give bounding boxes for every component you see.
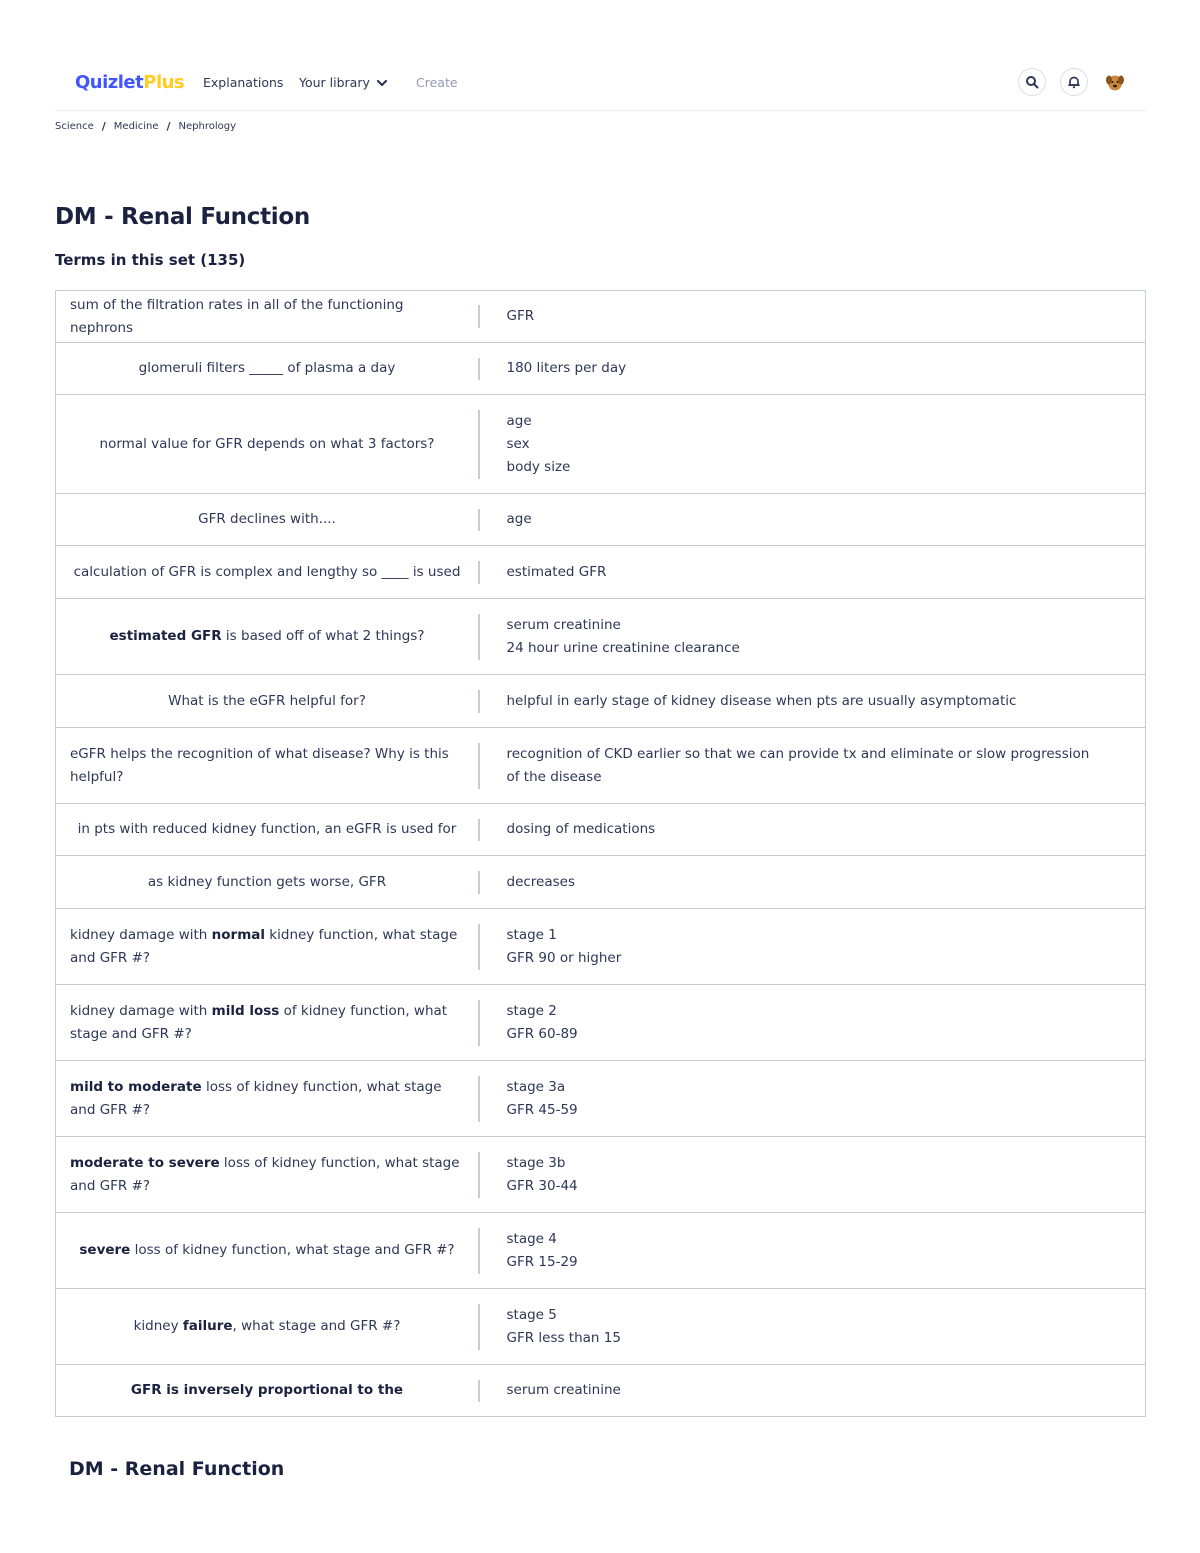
term-text-part: of kidney function, what stage and GFR #? (70, 1002, 448, 1042)
term-text (56, 1152, 478, 1198)
term-text-part: kidney damage with (70, 1002, 212, 1019)
term-card[interactable] (55, 728, 1146, 804)
term-card[interactable] (55, 343, 1146, 395)
term-text-part: kidney (133, 1318, 183, 1334)
term-text (56, 1315, 478, 1338)
term-text-emphasis: moderate to severe (70, 1154, 220, 1171)
term-card[interactable] (55, 856, 1146, 909)
definition-text: GFR (506, 308, 535, 324)
term-text-part: kidney function, what stage and GFR #? (70, 926, 458, 966)
footer-title: DM - Renal Function (69, 1458, 285, 1480)
definition-text: helpful in early stage of kidney disease when pts are usually asymptomatic (506, 692, 1017, 709)
term-text-part: as kidney function gets worse, GFR (147, 873, 387, 890)
term-text (56, 357, 478, 380)
nav-your-library-label: Your library (299, 75, 370, 90)
term-text (56, 743, 478, 789)
term-text (56, 1000, 478, 1046)
quizlet-plus-logo[interactable] (75, 72, 184, 93)
definition-text: 180 liters per day (506, 360, 627, 376)
page-title: DM - Renal Function (55, 204, 310, 230)
term-text-emphasis: severe (79, 1242, 131, 1258)
term-list (55, 290, 1146, 1417)
term-card[interactable] (55, 546, 1146, 599)
term-text-part: is based off of what 2 things? (221, 628, 425, 644)
top-nav-bar (55, 62, 1146, 111)
term-text-part: loss of kidney function, what stage and GFR #? (70, 1078, 442, 1118)
term-text-part: sum of the filtration rates in all of the functioning nephrons (70, 296, 404, 336)
definition-text: serum creatinine 24 hour urine creatinine clearance (506, 616, 740, 656)
logo-quizlet-text: Quizlet (75, 72, 144, 93)
term-card[interactable] (55, 1137, 1146, 1213)
term-text (56, 924, 478, 970)
term-card[interactable] (55, 599, 1146, 675)
breadcrumb-science[interactable]: Science (55, 121, 94, 132)
term-text-emphasis: estimated GFR (109, 628, 222, 644)
nav-your-library[interactable] (299, 75, 388, 90)
definition-text: dosing of medications (506, 821, 656, 837)
search-icon (1025, 75, 1039, 89)
term-text (56, 508, 478, 531)
breadcrumb-separator: / (101, 120, 106, 133)
terms-count: Terms in this set (135) (55, 251, 246, 269)
bell-icon (1067, 75, 1081, 89)
definition-text: stage 1 GFR 90 or higher (506, 926, 622, 966)
breadcrumb-separator: / (166, 120, 171, 133)
definition-text: recognition of CKD earlier so that we can provide tx and eliminate or slow progression of the disease (506, 745, 1090, 785)
term-card[interactable] (55, 494, 1146, 546)
term-card[interactable] (55, 1213, 1146, 1289)
definition-text: stage 2 GFR 60-89 (506, 1002, 578, 1042)
definition-text: estimated GFR (506, 563, 607, 580)
term-text-part: GFR declines with.... (198, 511, 336, 527)
definition-text: age (506, 511, 532, 527)
term-text-emphasis: mild loss (211, 1002, 280, 1019)
term-card[interactable] (55, 675, 1146, 728)
term-card[interactable] (55, 1061, 1146, 1137)
term-text (56, 433, 478, 456)
term-text-emphasis: mild to moderate (70, 1078, 202, 1095)
term-text (56, 1076, 478, 1122)
term-text-part: calculation of GFR is complex and lengthy so ____ is used (73, 563, 461, 580)
breadcrumb-nephrology[interactable]: Nephrology (178, 121, 237, 132)
nav-explanations[interactable]: Explanations (203, 75, 284, 90)
term-text (56, 625, 478, 648)
term-text (56, 871, 478, 894)
term-text-part: loss of kidney function, what stage and GFR #? (130, 1242, 455, 1258)
definition-text: serum creatinine (506, 1382, 621, 1398)
term-text (56, 818, 478, 841)
term-text-emphasis: normal (211, 926, 266, 943)
term-text-part: eGFR helps the recognition of what disease? Why is this helpful? (70, 745, 449, 785)
term-card[interactable] (55, 1365, 1146, 1417)
term-text (56, 690, 478, 713)
nav-create[interactable]: Create (416, 75, 458, 90)
notifications-button[interactable] (1060, 68, 1088, 96)
term-text (56, 1239, 478, 1262)
term-text-emphasis: GFR is inversely proportional to the (130, 1382, 404, 1398)
term-card[interactable] (55, 395, 1146, 494)
definition-text: decreases (506, 873, 576, 890)
breadcrumb (55, 120, 236, 133)
term-text-part: glomeruli filters _____ of plasma a day (138, 360, 396, 376)
term-text (56, 294, 478, 340)
term-card[interactable] (55, 290, 1146, 343)
term-card[interactable] (55, 909, 1146, 985)
term-card[interactable] (55, 985, 1146, 1061)
term-text (56, 1379, 478, 1402)
term-card[interactable] (55, 804, 1146, 856)
term-text-part: loss of kidney function, what stage and GFR #? (70, 1154, 460, 1194)
term-text-part: What is the eGFR helpful for? (168, 692, 366, 709)
breadcrumb-medicine[interactable]: Medicine (113, 121, 159, 132)
term-text-part: normal value for GFR depends on what 3 factors? (99, 435, 435, 452)
definition-text: stage 4 GFR 15-29 (506, 1230, 578, 1270)
definition-text: stage 3a GFR 45-59 (506, 1078, 578, 1118)
definition-text: stage 5 GFR less than 15 (506, 1306, 621, 1346)
avatar[interactable] (1103, 70, 1127, 94)
logo-plus-text: Plus (143, 72, 185, 93)
definition-text: stage 3b GFR 30-44 (506, 1154, 578, 1194)
term-text-part: in pts with reduced kidney function, an eGFR is used for (77, 821, 457, 837)
definition-text: age sex body size (506, 412, 571, 475)
term-card[interactable] (55, 1289, 1146, 1365)
search-button[interactable] (1018, 68, 1046, 96)
term-text (56, 561, 478, 584)
term-text-part: kidney damage with (70, 926, 212, 943)
chevron-down-icon (376, 77, 388, 89)
term-text-part: , what stage and GFR #? (232, 1318, 401, 1334)
term-text-emphasis: failure (182, 1318, 233, 1334)
